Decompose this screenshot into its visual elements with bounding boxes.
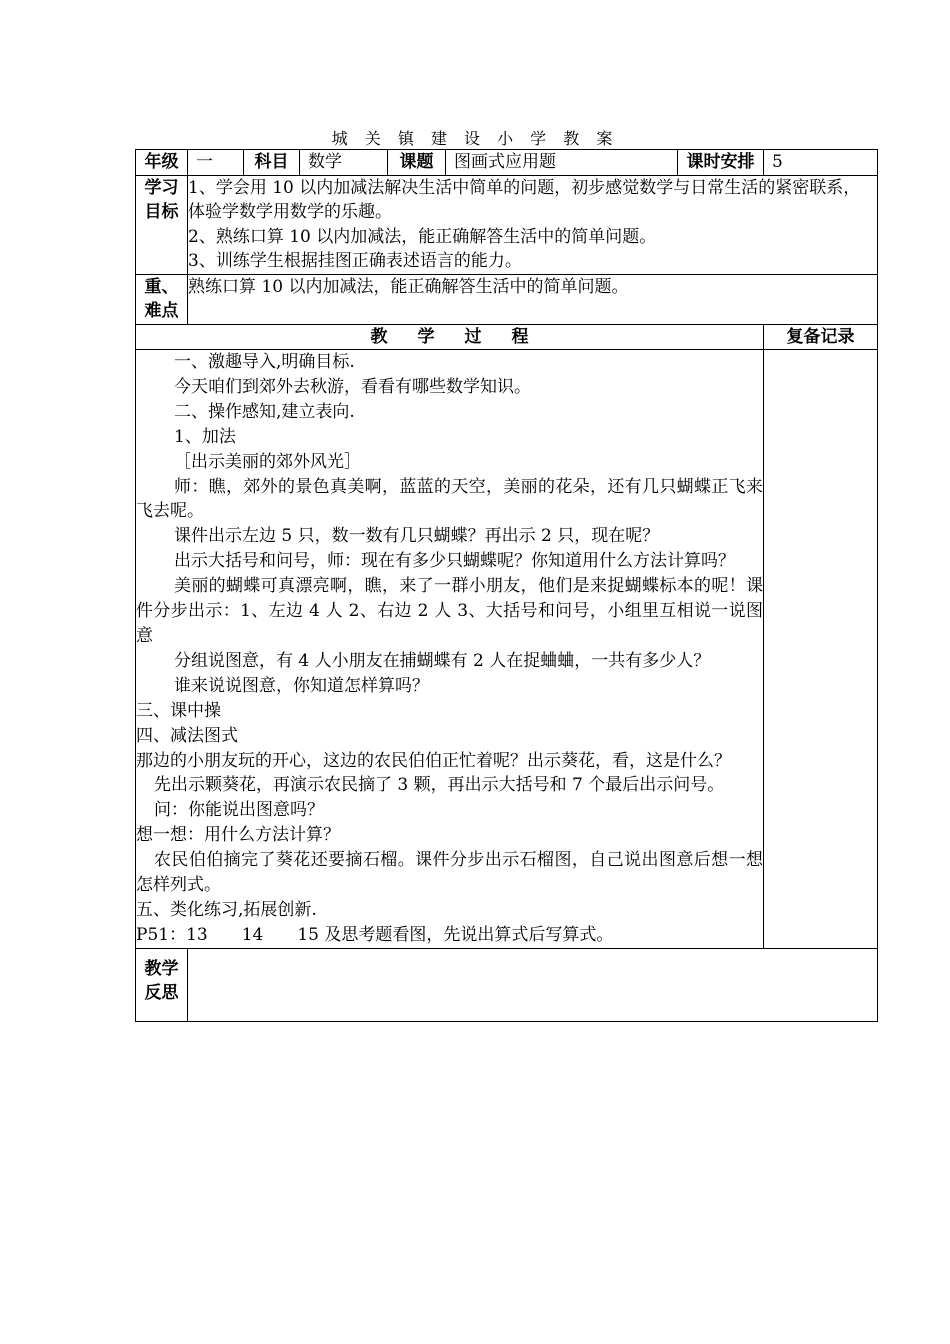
process-paragraph: 谁来说说图意，你知道怎样算吗？ bbox=[174, 675, 429, 696]
topic-value: 图画式应用题 bbox=[446, 150, 678, 176]
goal-item: 3、训练学生根据挂图正确表述语言的能力。 bbox=[188, 251, 522, 271]
process-content bbox=[136, 350, 764, 949]
grade-label: 年级 bbox=[136, 150, 188, 176]
process-paragraph: 四、减法图式 bbox=[136, 725, 238, 746]
reflection-label-line-2: 反思 bbox=[144, 983, 179, 1004]
process-paragraph: 农民伯伯摘完了葵花还要摘石榴。课件分步出示石榴图，自己说出图意后想一想怎样列式。 bbox=[136, 850, 763, 896]
process-paragraph: 先出示颗葵花，再演示农民摘了 3 颗，再出示大括号和 7 个最后出示问号。 bbox=[154, 775, 725, 796]
key-points-content bbox=[188, 274, 878, 324]
goals-label bbox=[136, 175, 188, 274]
reflection-row bbox=[136, 948, 878, 1021]
goals-label-line-1: 学习 bbox=[144, 177, 179, 198]
process-paragraph: 美丽的蝴蝶可真漂亮啊，瞧，来了一群小朋友，他们是来捉蝴蝶标本的呢！课件分步出示：1、左边 4 人 2、右边 2 人 3、大括号和问号，小组里互相说一说图意 bbox=[136, 576, 763, 646]
record-heading: 复备记录 bbox=[764, 324, 878, 350]
subject-value: 数学 bbox=[300, 150, 388, 176]
reflection-label bbox=[136, 948, 188, 1021]
process-heading-text: 教学过程 bbox=[370, 326, 559, 347]
goals-content bbox=[188, 175, 878, 274]
process-paragraph: 那边的小朋友玩的开心，这边的农民伯伯正忙着呢？出示葵花，看，这是什么？ bbox=[136, 750, 731, 771]
key-points-label-line-2: 难点 bbox=[144, 301, 179, 321]
key-points-label bbox=[136, 274, 188, 324]
process-heading bbox=[136, 324, 764, 350]
process-paragraph: 分组说图意，有 4 人小朋友在捕蝴蝶有 2 人在捉蛐蛐，一共有多少人？ bbox=[174, 650, 711, 671]
subject-label: 科目 bbox=[244, 150, 300, 176]
process-header-row bbox=[136, 324, 878, 350]
key-points-label-line-1: 重、 bbox=[144, 276, 179, 297]
process-row bbox=[136, 350, 878, 949]
goals-row bbox=[136, 175, 878, 274]
lesson-plan-table bbox=[135, 149, 878, 1022]
process-paragraph: 今天咱们到郊外去秋游，看看有哪些数学知识。 bbox=[174, 376, 531, 397]
process-paragraph: 一、激趣导入,明确目标. bbox=[174, 352, 355, 372]
key-points-row bbox=[136, 274, 878, 324]
process-paragraph: 课件出示左边 5 只，数一数有几只蝴蝶？再出示 2 只，现在呢？ bbox=[174, 526, 660, 547]
process-paragraph: 1、加法 bbox=[174, 426, 236, 447]
process-paragraph: ［出示美丽的郊外风光］ bbox=[174, 451, 361, 472]
process-paragraph: 出示大括号和问号，师：现在有多少只蝴蝶呢？你知道用什么方法计算吗？ bbox=[174, 551, 735, 572]
hours-label: 课时安排 bbox=[678, 150, 764, 176]
reflection-content bbox=[188, 948, 878, 1021]
grade-value: 一 bbox=[188, 150, 244, 176]
goals-label-line-2: 目标 bbox=[144, 202, 179, 222]
record-content bbox=[764, 350, 878, 949]
goal-item: 2、熟练口算 10 以内加减法，能正确解答生活中的简单问题。 bbox=[188, 226, 657, 247]
topic-label: 课题 bbox=[388, 150, 446, 176]
process-paragraph: 三、课中操 bbox=[136, 700, 221, 721]
process-paragraph: 问：你能说出图意吗？ bbox=[154, 800, 324, 821]
goal-item: 1、学会用 10 以内加减法解决生活中简单的问题，初步感觉数学与日常生活的紧密联系，体验学数学用数学的乐趣。 bbox=[188, 177, 861, 222]
reflection-label-line-1: 教学 bbox=[144, 958, 179, 979]
process-paragraph: 师：瞧，郊外的景色真美啊，蓝蓝的天空，美丽的花朵，还有几只蝴蝶正飞来飞去呢。 bbox=[136, 476, 763, 522]
process-paragraph: 五、类化练习,拓展创新. bbox=[136, 899, 317, 920]
key-points-text: 熟练口算 10 以内加减法，能正确解答生活中的简单问题。 bbox=[188, 276, 629, 297]
header-row bbox=[136, 150, 878, 176]
document-title: 城 关 镇 建 设 小 学 教 案 bbox=[331, 129, 619, 148]
hours-value: 5 bbox=[764, 150, 878, 176]
process-paragraph: P51：13 14 15 及思考题看图，先说出算式后写算式。 bbox=[136, 924, 614, 945]
process-paragraph: 二、操作感知,建立表向. bbox=[174, 401, 355, 422]
process-paragraph: 想一想：用什么方法计算？ bbox=[136, 825, 340, 846]
